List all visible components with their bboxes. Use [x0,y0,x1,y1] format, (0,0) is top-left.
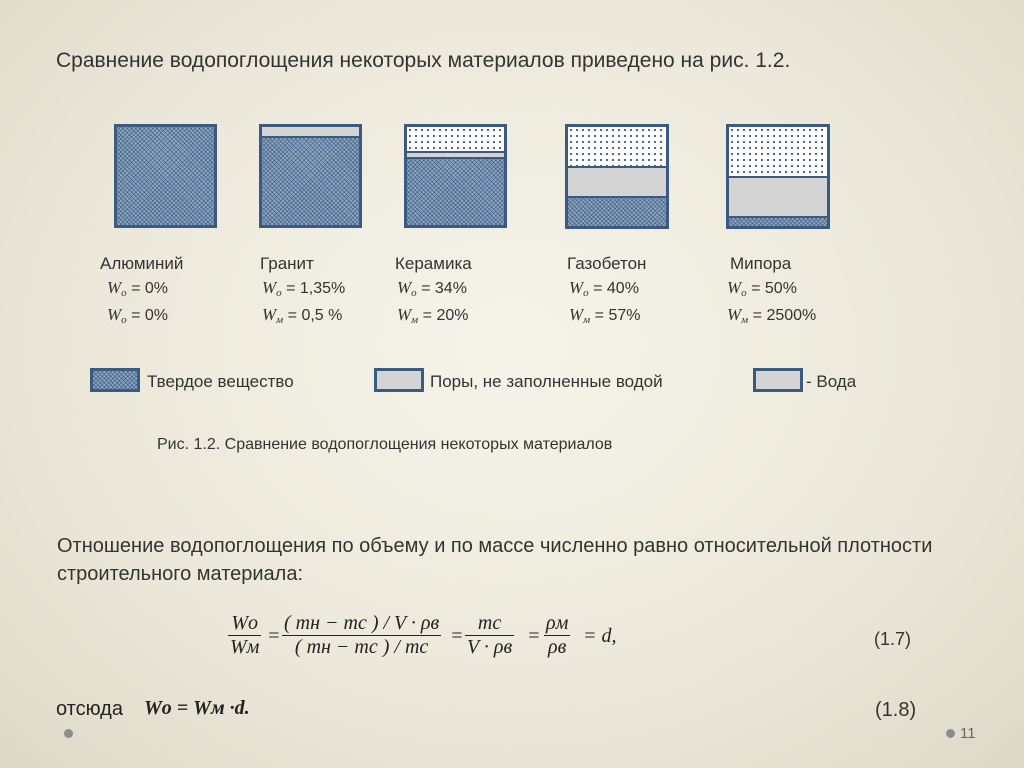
water-absorption-volume: $W_о = 34\%$ [397,278,467,299]
equals-sign: = [527,625,541,647]
equation-number: (1.8) [875,699,917,721]
formula-1-8-prefix: отсюда [56,698,123,720]
pores-layer [568,168,666,196]
formula-tail: = d, [583,625,617,647]
material-name: Керамика [395,254,472,273]
solid-layer [729,218,827,226]
bullet-left-icon [64,729,73,738]
water-layer [729,127,827,176]
intro-text: Сравнение водопоглощения некоторых материалов приведено на рис. 1.2. [56,49,791,72]
water-absorption-volume: $W_о = 50\%$ [727,278,797,299]
body-paragraph: Отношение водопоглощения по объему и по массе численно равно относительной плотности строительного материала: [57,535,933,585]
fraction-mass-volume: ( mн − mс ) / V · ρв ( mн − mс ) / mс [284,612,440,658]
legend-water-label: - Вода [806,372,857,391]
water-absorption-mass: $W_м = 0,5$ % [262,305,343,326]
legend-pores-label: Поры, не заполненные водой [430,372,663,391]
water-absorption-mass: $W_м = 2500\%$ [727,305,817,326]
solid-layer [568,198,666,226]
page-number: 11 [960,725,976,742]
pores-layer [262,127,359,136]
water-absorption-volume: $W_о = 1,35\%$ [262,278,346,299]
fraction-wo-wm: Wо Wм [230,612,260,658]
legend-water-swatch [753,368,803,392]
aluminum-box [114,124,217,228]
solid-layer [407,159,504,225]
water-absorption-mass: $W_м = 20\%$ [397,305,469,326]
ceramic-box [404,124,507,228]
water-layer [568,127,666,166]
solid-layer [262,138,359,225]
mipora-box [726,124,830,229]
material-name: Газобетон [567,254,647,273]
equation-number: (1.7) [874,629,912,649]
water-layer [407,127,504,151]
water-absorption-mass: $W_о = 0\%$ [107,305,169,326]
material-name: Алюминий [100,254,184,273]
water-absorption-mass: $W_м = 57\%$ [569,305,641,326]
equals-sign: = [267,625,281,647]
material-name: Мипора [730,254,792,273]
legend-pores-swatch [374,368,424,392]
fraction-mc-vrho: mс V · ρв [467,612,513,658]
aerated-concrete-box [565,124,669,229]
figure-caption: Рис. 1.2. Сравнение водопоглощения некоторых материалов [157,436,613,453]
solid-layer [117,127,214,225]
equals-sign: = [450,625,464,647]
granite-box [259,124,362,228]
water-absorption-volume: $W_о = 40\%$ [569,278,639,299]
bullet-right-icon [946,729,955,738]
formula-1-8: Wо = Wм ·d. [144,697,250,719]
legend-solid-swatch [90,368,140,392]
fraction-rho: ρм ρв [546,612,569,658]
pores-layer [729,178,827,216]
material-name: Гранит [260,254,314,273]
legend-solid-label: Твердое вещество [147,372,294,391]
water-absorption-volume: $W_о = 0\%$ [107,278,169,299]
